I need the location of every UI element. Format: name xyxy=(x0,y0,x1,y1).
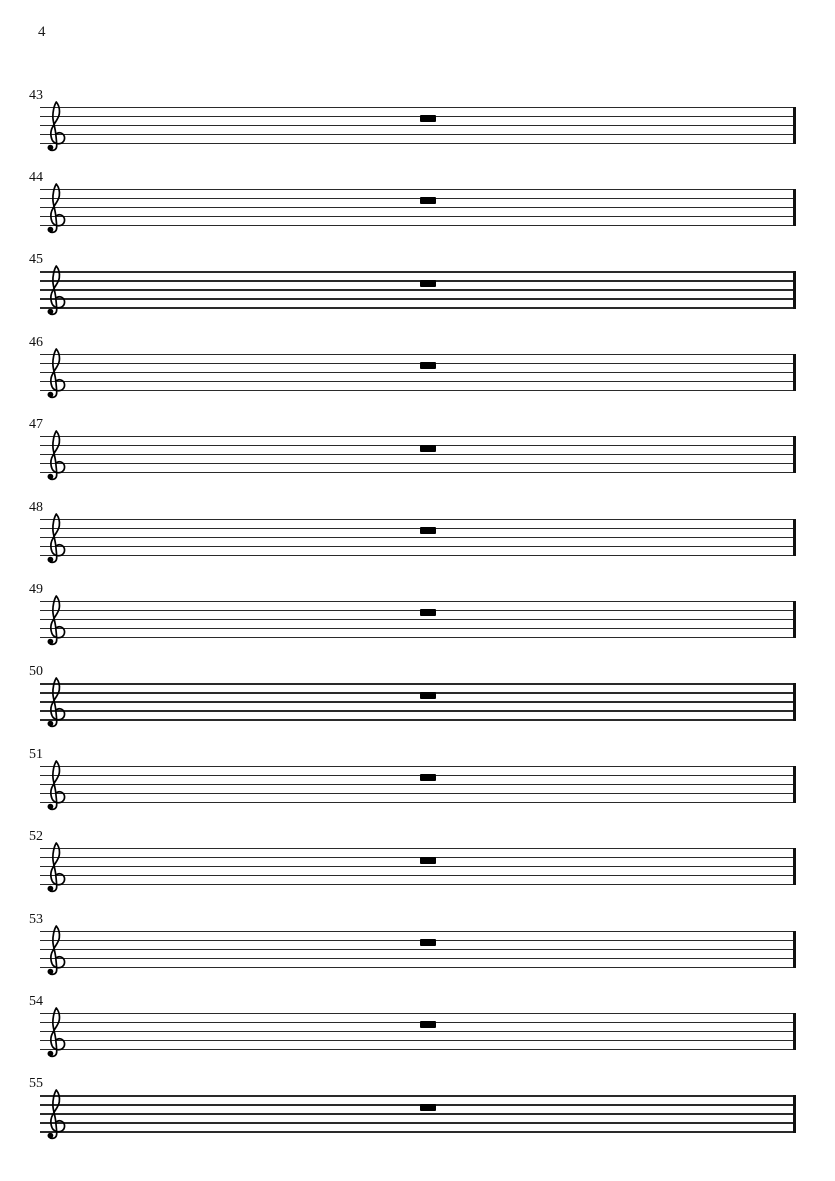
staff-line xyxy=(40,280,796,281)
barline xyxy=(793,436,796,473)
whole-rest xyxy=(420,774,436,781)
staff-line xyxy=(40,116,796,117)
staff-line xyxy=(40,1049,796,1050)
barline xyxy=(793,848,796,885)
staff-line xyxy=(40,363,796,364)
staff-line xyxy=(40,125,796,126)
treble-clef-icon xyxy=(43,346,67,399)
staff-line xyxy=(40,1113,796,1114)
staff-line xyxy=(40,298,796,299)
staff-line xyxy=(40,436,796,437)
treble-clef-icon xyxy=(43,99,67,152)
staff-line xyxy=(40,1104,796,1105)
staff xyxy=(40,601,796,639)
barline xyxy=(793,766,796,803)
staff xyxy=(40,519,796,557)
staff-line xyxy=(40,519,796,520)
measure-number: 44 xyxy=(29,169,43,185)
staff-line xyxy=(40,1095,796,1096)
whole-rest xyxy=(420,115,436,122)
whole-rest xyxy=(420,280,436,287)
staff xyxy=(40,189,796,227)
measure-number: 48 xyxy=(29,499,43,515)
staff-line xyxy=(40,225,796,226)
treble-clef-icon xyxy=(43,923,67,976)
staff-line xyxy=(40,463,796,464)
staff-line xyxy=(40,610,796,611)
measure-number: 49 xyxy=(29,581,43,597)
staff-line xyxy=(40,381,796,382)
barline xyxy=(793,189,796,226)
staff-line xyxy=(40,555,796,556)
staff-line xyxy=(40,683,796,684)
whole-rest xyxy=(420,692,436,699)
staff-line xyxy=(40,1022,796,1023)
staff-line xyxy=(40,207,796,208)
barline xyxy=(793,931,796,968)
whole-rest xyxy=(420,1021,436,1028)
barline xyxy=(793,519,796,556)
staff-line xyxy=(40,710,796,711)
staff-line xyxy=(40,884,796,885)
staff-line xyxy=(40,1122,796,1123)
barline xyxy=(793,271,796,308)
measure-number: 54 xyxy=(29,993,43,1009)
staff-line xyxy=(40,1040,796,1041)
staff-line xyxy=(40,958,796,959)
whole-rest xyxy=(420,527,436,534)
staff-line xyxy=(40,875,796,876)
whole-rest xyxy=(420,1104,436,1111)
staff-line xyxy=(40,701,796,702)
whole-rest xyxy=(420,197,436,204)
staff-line xyxy=(40,848,796,849)
measure-number: 50 xyxy=(29,664,43,680)
staff xyxy=(40,354,796,392)
staff-line xyxy=(40,967,796,968)
treble-clef-icon xyxy=(43,511,67,564)
staff-line xyxy=(40,692,796,693)
barline xyxy=(793,107,796,144)
staff-line xyxy=(40,390,796,391)
barline xyxy=(793,1095,796,1132)
staff-line xyxy=(40,931,796,932)
treble-clef-icon xyxy=(43,675,67,728)
barline xyxy=(793,1013,796,1050)
staff-line xyxy=(40,628,796,629)
staff-line xyxy=(40,949,796,950)
barline xyxy=(793,354,796,391)
staff-line xyxy=(40,354,796,355)
staff-line xyxy=(40,189,796,190)
whole-rest xyxy=(420,857,436,864)
staff-line xyxy=(40,857,796,858)
treble-clef-icon xyxy=(43,1005,67,1058)
staff-line xyxy=(40,1131,796,1132)
measure-number: 47 xyxy=(29,417,43,433)
staff-line xyxy=(40,143,796,144)
staff xyxy=(40,1095,796,1133)
measure-number: 43 xyxy=(29,87,43,103)
measure-number: 55 xyxy=(29,1076,43,1092)
whole-rest xyxy=(420,362,436,369)
whole-rest xyxy=(420,609,436,616)
treble-clef-icon xyxy=(43,1087,67,1140)
staff-line xyxy=(40,719,796,720)
staff xyxy=(40,766,796,804)
staff-line xyxy=(40,472,796,473)
measure-number: 46 xyxy=(29,334,43,350)
staff xyxy=(40,436,796,474)
staff-line xyxy=(40,637,796,638)
staff-line xyxy=(40,619,796,620)
staff-line xyxy=(40,537,796,538)
staff-line xyxy=(40,766,796,767)
staff-line xyxy=(40,601,796,602)
measure-number: 53 xyxy=(29,911,43,927)
treble-clef-icon xyxy=(43,593,67,646)
staff-line xyxy=(40,271,796,272)
staff xyxy=(40,1013,796,1051)
treble-clef-icon xyxy=(43,758,67,811)
staff-line xyxy=(40,216,796,217)
staff-line xyxy=(40,528,796,529)
staff-line xyxy=(40,289,796,290)
page-number: 4 xyxy=(38,24,46,40)
staff-line xyxy=(40,307,796,308)
staff-line xyxy=(40,802,796,803)
staff-line xyxy=(40,793,796,794)
staff-line xyxy=(40,372,796,373)
treble-clef-icon xyxy=(43,181,67,234)
staff xyxy=(40,107,796,145)
staff-line xyxy=(40,546,796,547)
staff xyxy=(40,931,796,969)
staff-line xyxy=(40,1031,796,1032)
staff-line xyxy=(40,940,796,941)
staff-line xyxy=(40,454,796,455)
treble-clef-icon xyxy=(43,263,67,316)
staff-line xyxy=(40,134,796,135)
treble-clef-icon xyxy=(43,840,67,893)
staff xyxy=(40,683,796,721)
measure-number: 45 xyxy=(29,252,43,268)
whole-rest xyxy=(420,939,436,946)
staff-line xyxy=(40,775,796,776)
measure-number: 52 xyxy=(29,829,43,845)
staff xyxy=(40,848,796,886)
staff-line xyxy=(40,198,796,199)
staff-line xyxy=(40,1013,796,1014)
measure-number: 51 xyxy=(29,746,43,762)
staff-line xyxy=(40,445,796,446)
whole-rest xyxy=(420,445,436,452)
staff-line xyxy=(40,107,796,108)
treble-clef-icon xyxy=(43,428,67,481)
barline xyxy=(793,683,796,720)
barline xyxy=(793,601,796,638)
staff xyxy=(40,271,796,309)
staff-line xyxy=(40,784,796,785)
staff-line xyxy=(40,866,796,867)
